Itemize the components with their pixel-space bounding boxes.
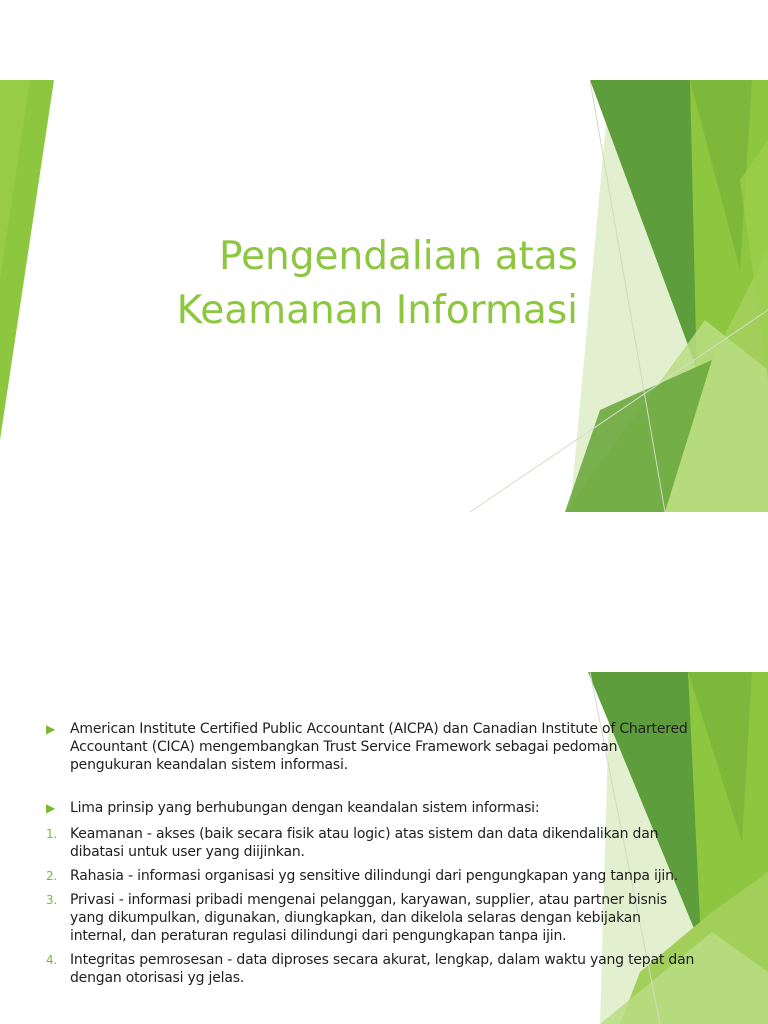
item-number: 3. [46,893,58,907]
bullet-item-intro [46,720,696,774]
content-slide [0,672,768,1024]
item-text: Rahasia - informasi organisasi yg sensitive dilindungi dari pengungkapan yang tanpa ijin. [70,868,679,884]
lead-text: Lima prinsip yang berhubungan dengan keandalan sistem informasi: [70,800,540,816]
title-slide [0,80,768,512]
item-number: 2. [46,869,58,883]
item-number: 1. [46,827,58,841]
triangle-bullet-icon: ▶ [46,722,56,736]
numbered-item-1 [46,825,696,861]
triangle-bullet-icon: ▶ [46,801,56,815]
item-number: 4. [46,953,58,967]
item-text: Privasi - informasi pribadi mengenai pelanggan, karyawan, supplier, atau partner bisnis yang dikumpulkan, digunakan, diungkapkan, dan dikelola selaras dengan kebijakan internal, dan peraturan regulasi dilindungi dari pengungkapan tanpa ijin. [70,892,668,944]
item-text: Integritas pemrosesan - data diproses secara akurat, lengkap, dalam waktu yang tepat dan dengan otorisasi yg jelas. [70,952,695,986]
bullet-item-lead [46,799,696,817]
title-line-1: Pengendalian atas [218,234,578,279]
slide-title [177,230,578,338]
item-text: Keamanan - akses (baik secara fisik atau logic) atas sistem dan data dikendalikan dan dibatasi untuk user yang diijinkan. [70,826,659,860]
title-line-2: Keamanan Informasi [176,288,578,333]
numbered-item-3 [46,891,696,945]
numbered-item-2 [46,867,696,885]
numbered-item-4 [46,951,696,987]
slide-body [46,720,696,987]
intro-text: American Institute Certified Public Accountant (AICPA) dan Canadian Institute of Chartered Accountant (CICA) mengembangkan Trust Service Framework sebagai pedoman pengukuran keandalan sistem informasi. [70,721,688,773]
